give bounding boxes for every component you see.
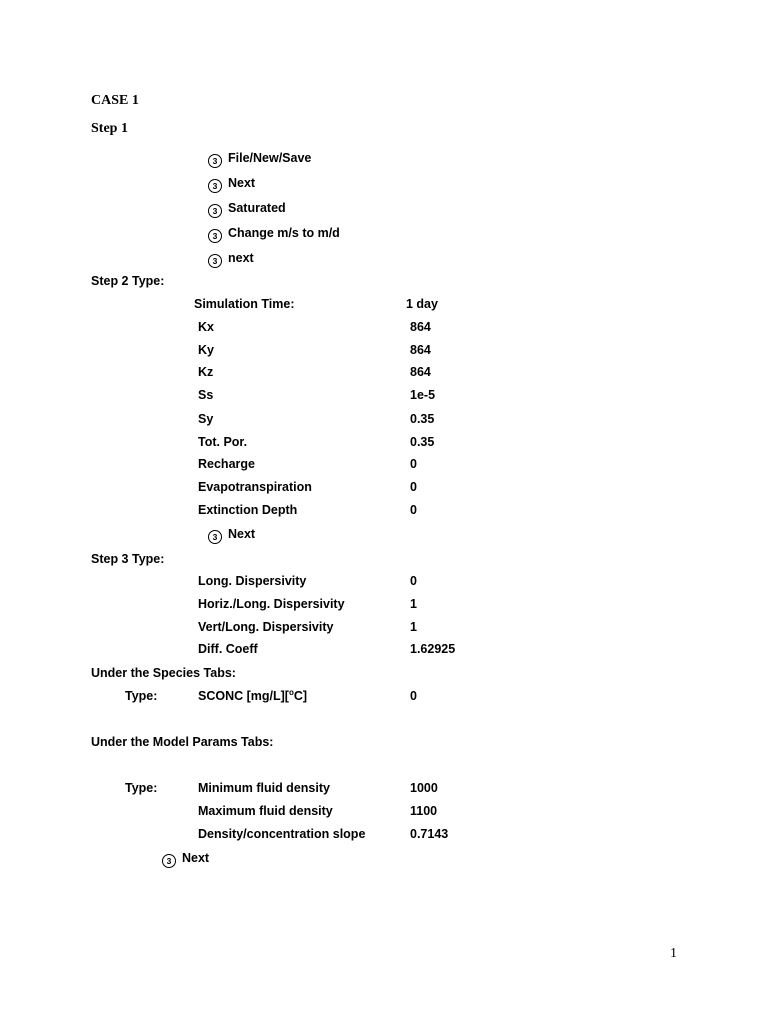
step2-row-label: Kx <box>198 320 214 334</box>
step3-row-value: 1 <box>410 597 417 611</box>
bullet-label: Saturated <box>228 201 286 215</box>
step3-row-label: Vert/Long. Dispersivity <box>198 620 334 634</box>
step3-row-label: Long. Dispersivity <box>198 574 307 588</box>
step2-row-value: 0.35 <box>410 435 435 449</box>
step2-row-label: Kz <box>198 365 214 379</box>
step1-heading: Step 1 <box>91 121 128 136</box>
step3-row-value: 1 <box>410 620 417 634</box>
step2-row-value: 864 <box>410 365 431 379</box>
bullet-label: next <box>228 251 254 265</box>
step2-next <box>208 526 255 544</box>
species-heading: Under the Species Tabs: <box>91 666 236 680</box>
step2-row-value: 864 <box>410 320 431 334</box>
step3-row-value: 0 <box>410 574 417 588</box>
bullet-label: Next <box>228 527 256 541</box>
model-params-next <box>162 850 209 868</box>
species-row-label <box>198 688 307 704</box>
bullet-label: Next <box>182 851 210 865</box>
step2-row-label: Extinction Depth <box>198 503 298 517</box>
model-params-row-label: Density/concentration slope <box>198 827 366 841</box>
step2-row-label: Ky <box>198 343 214 357</box>
degree-mark: o <box>288 687 294 697</box>
step2-row-label: Evapotranspiration <box>198 480 312 494</box>
step3-heading: Step 3 Type: <box>91 552 165 566</box>
bullet-icon: 3 <box>208 530 222 544</box>
step1-bullet-4 <box>208 225 340 243</box>
step3-row-label: Diff. Coeff <box>198 642 258 656</box>
bullet-icon: 3 <box>208 154 222 168</box>
step2-row-value: 0.35 <box>410 412 435 426</box>
bullet-label: Next <box>228 176 256 190</box>
case-title: CASE 1 <box>91 93 139 108</box>
step2-row-label: Ss <box>198 388 214 402</box>
step2-row-value: 1 day <box>406 297 438 311</box>
step2-row-label: Sy <box>198 412 214 426</box>
bullet-icon: 3 <box>208 204 222 218</box>
step1-bullet-2 <box>208 175 255 193</box>
sconc-unit-suffix: C] <box>293 689 308 703</box>
step1-bullet-3 <box>208 200 286 218</box>
step2-row-label: Tot. Por. <box>198 435 248 449</box>
step1-bullet-1 <box>208 150 311 168</box>
species-type-label: Type: <box>125 689 158 703</box>
bullet-label: Change m/s to m/d <box>228 226 340 240</box>
model-params-row-value: 1000 <box>410 781 438 795</box>
bullet-icon: 3 <box>208 179 222 193</box>
step2-row-value: 0 <box>410 503 417 517</box>
model-params-type-label: Type: <box>125 781 158 795</box>
step3-row-value: 1.62925 <box>410 642 456 656</box>
bullet-icon: 3 <box>162 854 176 868</box>
step2-row-value: 0 <box>410 457 417 471</box>
bullet-icon: 3 <box>208 254 222 268</box>
step2-row-label: Simulation Time: <box>194 297 295 311</box>
step2-row-value: 864 <box>410 343 431 357</box>
bullet-label: File/New/Save <box>228 151 312 165</box>
model-params-heading: Under the Model Params Tabs: <box>91 735 274 749</box>
model-params-row-value: 0.7143 <box>410 827 449 841</box>
model-params-row-label: Minimum fluid density <box>198 781 330 795</box>
page-number: 1 <box>670 946 677 961</box>
step3-row-label: Horiz./Long. Dispersivity <box>198 597 345 611</box>
species-row-value: 0 <box>410 689 417 703</box>
model-params-row-label: Maximum fluid density <box>198 804 333 818</box>
step2-heading: Step 2 Type: <box>91 274 165 288</box>
bullet-icon: 3 <box>208 229 222 243</box>
sconc-label: SCONC [mg/L][ <box>198 689 289 703</box>
model-params-row-value: 1100 <box>410 804 438 818</box>
step2-row-value: 0 <box>410 480 417 494</box>
step2-row-value: 1e-5 <box>410 388 436 402</box>
step1-bullet-5 <box>208 250 254 268</box>
step2-row-label: Recharge <box>198 457 255 471</box>
